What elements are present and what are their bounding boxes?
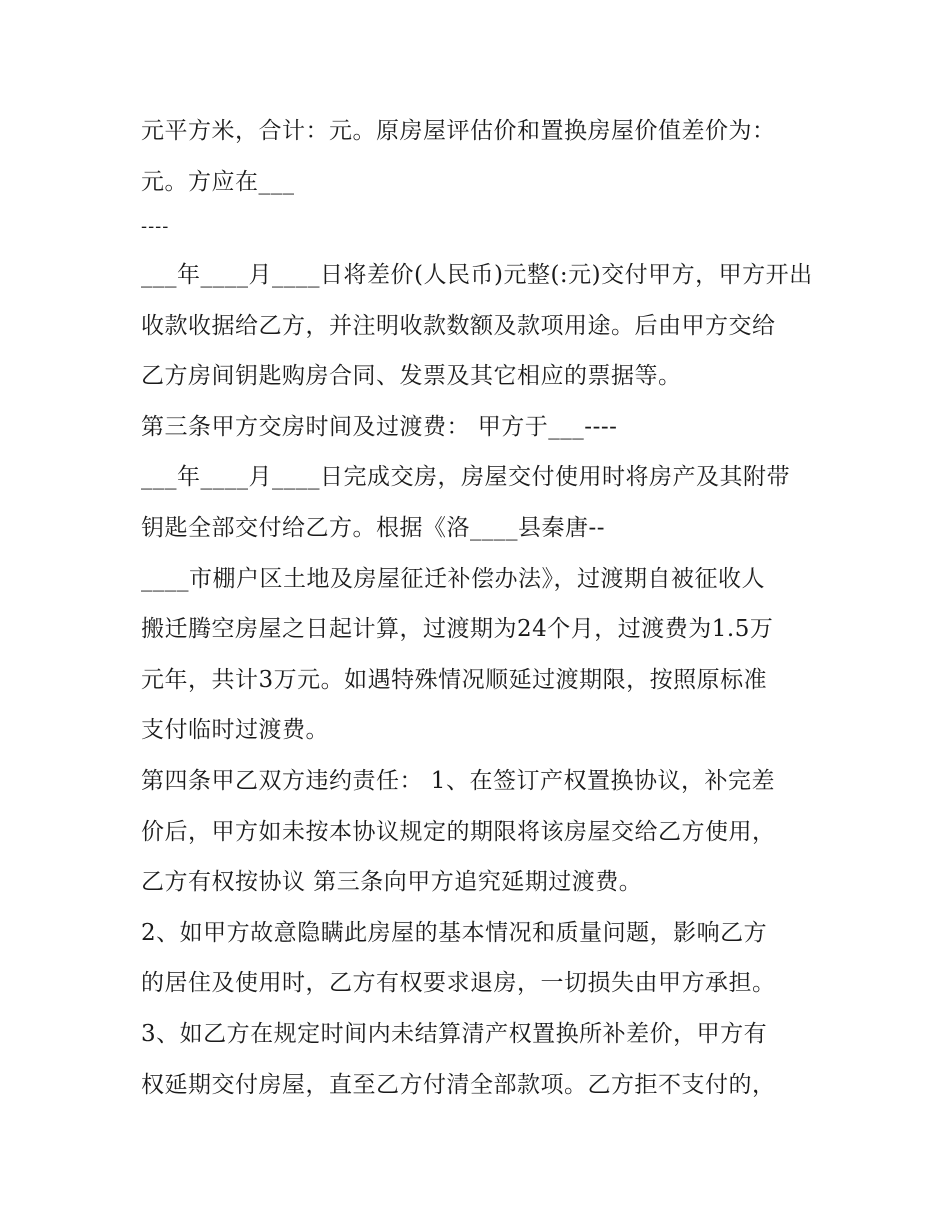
text-line-10: ____市棚户区土地及房屋征迁补偿办法》，过渡期自被征收人 — [141, 566, 765, 592]
text-line-8: ___年____月____日完成交房，房屋交付使用时将房产及其附带 — [141, 464, 790, 490]
text-line-4: ___年____月____日将差价(人民币)元整(:元)交付甲方，甲方开出 — [141, 262, 813, 288]
text-line-6: 乙方房间钥匙购房合同、发票及其它相应的票据等。 — [141, 363, 682, 389]
text-line-18: 的居住及使用时，乙方有权要求退房，一切损失由甲方承担。 — [141, 970, 776, 996]
text-line-19: 3、如乙方在规定时间内未结算清产权置换所补差价，甲方有 — [141, 1021, 768, 1047]
text-line-11: 搬迁腾空房屋之日起计算，过渡期为24个月，过渡费为1.5万 — [141, 616, 774, 642]
text-line-9: 钥匙全部交付给乙方。根据《洛____县秦唐-- — [141, 515, 606, 541]
text-line-20: 权延期交付房屋，直至乙方付清全部款项。乙方拒不支付的， — [141, 1072, 776, 1098]
text-line-2: 元。方应在___ — [141, 169, 295, 195]
text-line-14: 第四条甲乙双方违约责任： 1、在签订产权置换协议，补完差 — [141, 768, 775, 794]
text-line-1: 元平方米，合计：元。原房屋评估价和置换房屋价值差价为： — [141, 118, 776, 144]
text-line-7: 第三条甲方交房时间及过渡费： 甲方于___---- — [141, 414, 618, 440]
text-line-5: 收款收据给乙方，并注明收款数额及款项用途。后由甲方交给 — [141, 313, 776, 339]
text-line-17: 2、如甲方故意隐瞒此房屋的基本情况和质量问题，影响乙方 — [141, 920, 768, 946]
text-line-13: 支付临时过渡费。 — [141, 717, 329, 743]
text-line-3: ---- — [141, 216, 170, 237]
text-line-16: 乙方有权按协议 第三条向甲方追究延期过渡费。 — [141, 869, 643, 895]
text-line-15: 价后，甲方如未按本协议规定的期限将该房屋交给乙方使用， — [141, 819, 776, 845]
text-line-12: 元年，共计3万元。如遇特殊情况顺延过渡期限，按照原标准 — [141, 667, 768, 693]
